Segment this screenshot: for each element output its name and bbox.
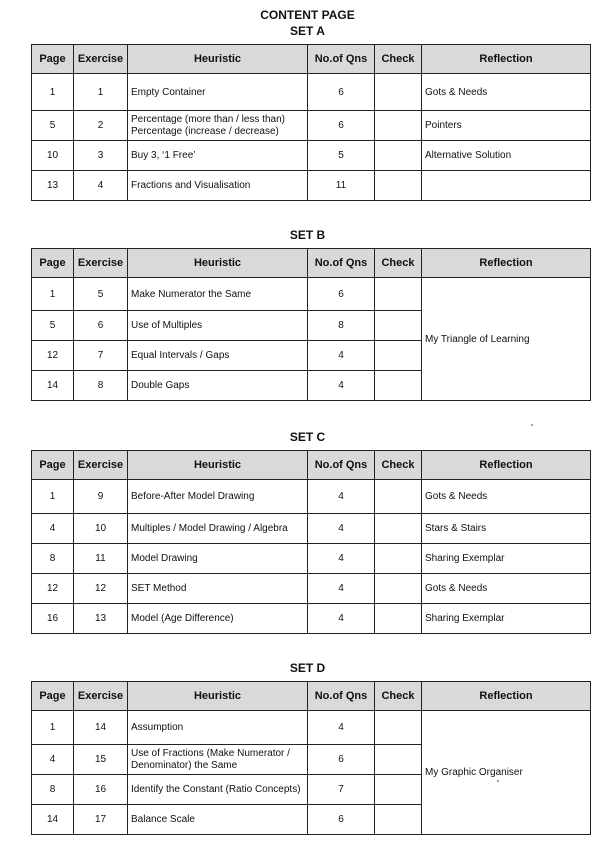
table-header-row	[32, 451, 591, 480]
cell-heuristic: Balance Scale	[128, 805, 308, 835]
cell-reflection: Pointers	[422, 111, 591, 141]
header-heuristic: Heuristic	[128, 682, 308, 711]
header-reflection: Reflection	[422, 451, 591, 480]
cell-heuristic: Equal Intervals / Gaps	[128, 341, 308, 371]
cell-heuristic: Double Gaps	[128, 371, 308, 401]
cell-qns: 8	[308, 311, 375, 341]
cell-exercise: 13	[74, 604, 128, 634]
cell-exercise: 3	[74, 141, 128, 171]
cell-reflection: Gots & Needs	[422, 574, 591, 604]
table-row	[32, 278, 591, 311]
cell-heuristic-line1: Percentage (more than / less than)	[131, 113, 285, 125]
header-exercise: Exercise	[74, 451, 128, 480]
table-row	[32, 74, 591, 111]
cell-heuristic: Use of Multiples	[128, 311, 308, 341]
header-exercise: Exercise	[74, 682, 128, 711]
cell-qns: 4	[308, 480, 375, 514]
cell-exercise: 15	[74, 745, 128, 775]
cell-check	[375, 574, 422, 604]
set-b-table	[31, 248, 591, 401]
cell-qns: 4	[308, 341, 375, 371]
cell-check	[375, 604, 422, 634]
table-row	[32, 574, 591, 604]
set-c-table	[31, 450, 591, 634]
cell-exercise: 5	[74, 278, 128, 311]
cell-exercise: 16	[74, 775, 128, 805]
header-reflection: Reflection	[422, 682, 591, 711]
cell-reflection: Stars & Stairs	[422, 514, 591, 544]
cell-exercise: 2	[74, 111, 128, 141]
table-row	[32, 171, 591, 201]
cell-qns: 4	[308, 574, 375, 604]
cell-reflection: Sharing Exemplar	[422, 544, 591, 574]
cell-exercise: 4	[74, 171, 128, 201]
cell-page: 5	[32, 111, 74, 141]
cell-reflection: Gots & Needs	[422, 74, 591, 111]
cell-page: 14	[32, 371, 74, 401]
cell-heuristic-line1: Use of Fractions (Make Numerator /	[131, 747, 290, 759]
cell-qns: 6	[308, 745, 375, 775]
table-row	[32, 711, 591, 745]
cell-page: 4	[32, 514, 74, 544]
header-check: Check	[375, 682, 422, 711]
cell-heuristic	[128, 745, 308, 775]
cell-page: 5	[32, 311, 74, 341]
cell-exercise: 1	[74, 74, 128, 111]
header-heuristic: Heuristic	[128, 451, 308, 480]
cell-page: 1	[32, 278, 74, 311]
cell-exercise: 14	[74, 711, 128, 745]
header-page: Page	[32, 45, 74, 74]
table-header-row	[32, 45, 591, 74]
cell-heuristic	[128, 111, 308, 141]
cell-heuristic: Before-After Model Drawing	[128, 480, 308, 514]
cell-check	[375, 544, 422, 574]
cell-heuristic: Empty Container	[128, 74, 308, 111]
table-header-row	[32, 249, 591, 278]
cell-check	[375, 805, 422, 835]
cell-page: 12	[32, 574, 74, 604]
cell-page: 1	[32, 74, 74, 111]
cell-reflection: Sharing Exemplar	[422, 604, 591, 634]
set-d-table	[31, 681, 591, 835]
page-title: CONTENT PAGE	[260, 8, 355, 22]
cell-page: 1	[32, 711, 74, 745]
cell-qns: 6	[308, 74, 375, 111]
scan-speck	[531, 424, 533, 426]
cell-qns: 4	[308, 371, 375, 401]
cell-page: 12	[32, 341, 74, 371]
header-exercise: Exercise	[74, 249, 128, 278]
set-d-title: SET D	[289, 661, 326, 675]
header-page: Page	[32, 249, 74, 278]
table-row	[32, 480, 591, 514]
cell-qns: 4	[308, 514, 375, 544]
cell-reflection-merged: My Triangle of Learning	[422, 278, 591, 401]
cell-check	[375, 775, 422, 805]
cell-page: 1	[32, 480, 74, 514]
cell-check	[375, 711, 422, 745]
header-qns: No.of Qns	[308, 249, 375, 278]
header-qns: No.of Qns	[308, 451, 375, 480]
cell-reflection	[422, 171, 591, 201]
cell-qns: 7	[308, 775, 375, 805]
cell-heuristic: Assumption	[128, 711, 308, 745]
cell-exercise: 10	[74, 514, 128, 544]
cell-exercise: 11	[74, 544, 128, 574]
header-heuristic: Heuristic	[128, 249, 308, 278]
table-row	[32, 514, 591, 544]
cell-page: 8	[32, 544, 74, 574]
header-exercise: Exercise	[74, 45, 128, 74]
cell-exercise: 7	[74, 341, 128, 371]
cell-reflection: Alternative Solution	[422, 141, 591, 171]
header-heuristic: Heuristic	[128, 45, 308, 74]
cell-check	[375, 371, 422, 401]
cell-page: 14	[32, 805, 74, 835]
cell-heuristic: Identify the Constant (Ratio Concepts)	[128, 775, 308, 805]
cell-exercise: 6	[74, 311, 128, 341]
header-check: Check	[375, 451, 422, 480]
cell-qns: 4	[308, 604, 375, 634]
set-a-table	[31, 44, 591, 201]
table-row	[32, 604, 591, 634]
cell-qns: 6	[308, 111, 375, 141]
cell-check	[375, 480, 422, 514]
table-row	[32, 544, 591, 574]
cell-heuristic: Model Drawing	[128, 544, 308, 574]
cell-page: 13	[32, 171, 74, 201]
cell-heuristic: Make Numerator the Same	[128, 278, 308, 311]
cell-check	[375, 171, 422, 201]
header-check: Check	[375, 45, 422, 74]
header-qns: No.of Qns	[308, 682, 375, 711]
header-reflection: Reflection	[422, 45, 591, 74]
table-header-row	[32, 682, 591, 711]
cell-exercise: 9	[74, 480, 128, 514]
set-c-title: SET C	[289, 430, 326, 444]
cell-qns: 6	[308, 805, 375, 835]
set-b-title: SET B	[289, 228, 326, 242]
cell-page: 16	[32, 604, 74, 634]
cell-page: 8	[32, 775, 74, 805]
table-row	[32, 141, 591, 171]
cell-reflection-merged: My Graphic Organiser	[422, 711, 591, 835]
cell-heuristic: Model (Age Difference)	[128, 604, 308, 634]
header-qns: No.of Qns	[308, 45, 375, 74]
cell-page: 4	[32, 745, 74, 775]
scan-speck	[497, 780, 499, 782]
header-reflection: Reflection	[422, 249, 591, 278]
cell-check	[375, 141, 422, 171]
cell-heuristic: Multiples / Model Drawing / Algebra	[128, 514, 308, 544]
cell-heuristic-line2: Percentage (increase / decrease)	[131, 125, 279, 137]
cell-reflection: Gots & Needs	[422, 480, 591, 514]
cell-check	[375, 514, 422, 544]
table-row	[32, 111, 591, 141]
cell-qns: 4	[308, 544, 375, 574]
header-page: Page	[32, 682, 74, 711]
cell-check	[375, 341, 422, 371]
cell-check	[375, 311, 422, 341]
cell-qns: 11	[308, 171, 375, 201]
cell-heuristic: SET Method	[128, 574, 308, 604]
cell-exercise: 17	[74, 805, 128, 835]
cell-heuristic: Fractions and Visualisation	[128, 171, 308, 201]
header-page: Page	[32, 451, 74, 480]
cell-qns: 6	[308, 278, 375, 311]
cell-exercise: 8	[74, 371, 128, 401]
cell-check	[375, 745, 422, 775]
cell-heuristic-line2: Denominator) the Same	[131, 759, 238, 771]
cell-exercise: 12	[74, 574, 128, 604]
cell-page: 10	[32, 141, 74, 171]
cell-check	[375, 111, 422, 141]
set-a-title: SET A	[290, 24, 325, 38]
cell-check	[375, 74, 422, 111]
cell-qns: 5	[308, 141, 375, 171]
header-check: Check	[375, 249, 422, 278]
cell-heuristic: Buy 3, ‘1 Free’	[128, 141, 308, 171]
cell-qns: 4	[308, 711, 375, 745]
cell-check	[375, 278, 422, 311]
